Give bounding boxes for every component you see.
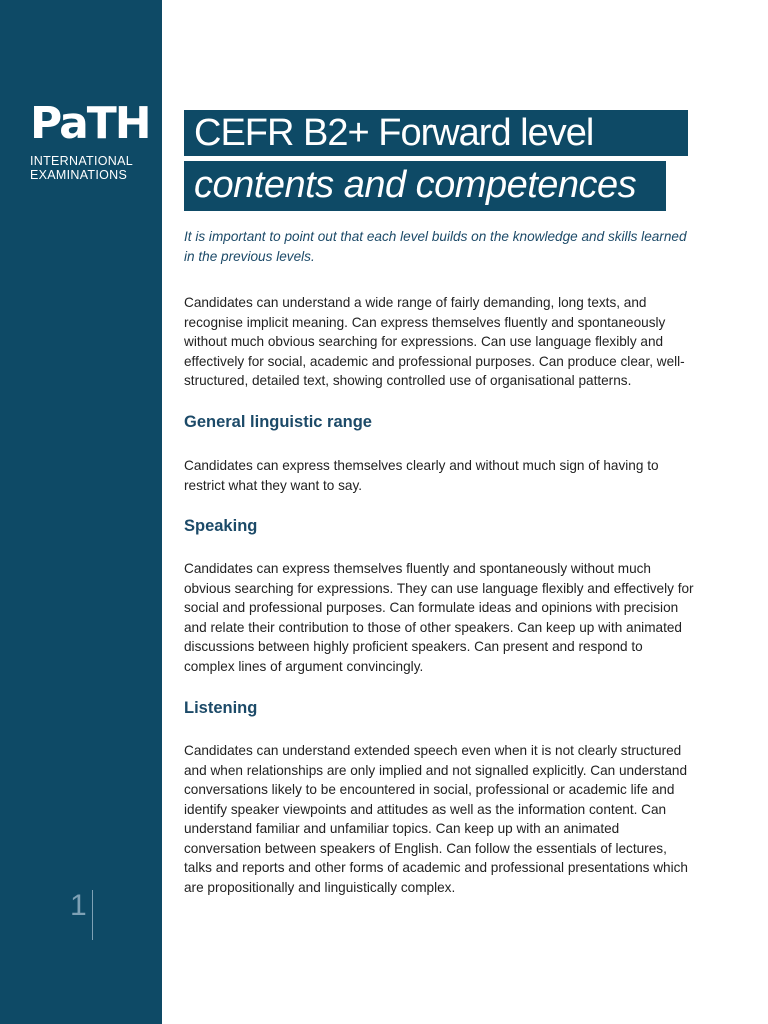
intro-note: It is important to point out that each level builds on the knowledge and skills learned in the previous levels. — [184, 229, 687, 264]
path-logo — [30, 96, 150, 182]
page-number-divider — [92, 890, 93, 940]
logo-subtitle-line1: INTERNATIONAL — [30, 154, 133, 168]
logo-mark: PaTH — [30, 98, 150, 149]
section-heading-speaking: Speaking — [184, 517, 258, 535]
sidebar — [0, 0, 162, 1024]
section-heading-general-linguistic-range: General linguistic range — [184, 413, 372, 431]
section-heading-listening: Listening — [184, 699, 258, 717]
document-title: CEFR B2+ Forward level — [184, 110, 688, 156]
page-number: 1 — [70, 889, 87, 922]
section-body-listening: Candidates can understand extended speech even when it is not clearly structured and when relationships are only implied and not signalled explicitly. Can understand conversations likely to be encountered in social, professional or academic life and identify speaker viewpoints and attitudes as well as the information content. Can understand familiar and unfamiliar topics. Can keep up with an animated conversation between speakers of English. Can follow the essentials of lectures, talks and reports and other forms of academic and professional presentations which are propositionally and linguistically complex. — [184, 743, 688, 895]
document-subtitle: contents and competences — [184, 161, 666, 211]
logo-subtitle-line2: EXAMINATIONS — [30, 168, 128, 182]
section-body-general-linguistic-range: Candidates can express themselves clearly and without much sign of having to restrict what they want to say. — [184, 458, 659, 493]
overview-paragraph: Candidates can understand a wide range of fairly demanding, long texts, and recognise implicit meaning. Can express themselves fluently and spontaneously without much obvious searching for expressions. Can use language flexibly and effectively for social, academic and professional purposes. Can produce clear, well-structured, detailed text, showing controlled use of organisational patterns. — [184, 295, 685, 388]
section-body-speaking: Candidates can express themselves fluently and spontaneously without much obvious searching for expressions. They can use language flexibly and effectively for social and professional purposes. Can formulate ideas and opinions with precision and relate their contribution to those of other speakers. Can keep up with animated discussions between highly proficient speakers. Can present and respond to complex lines of argument convincingly. — [184, 561, 694, 674]
